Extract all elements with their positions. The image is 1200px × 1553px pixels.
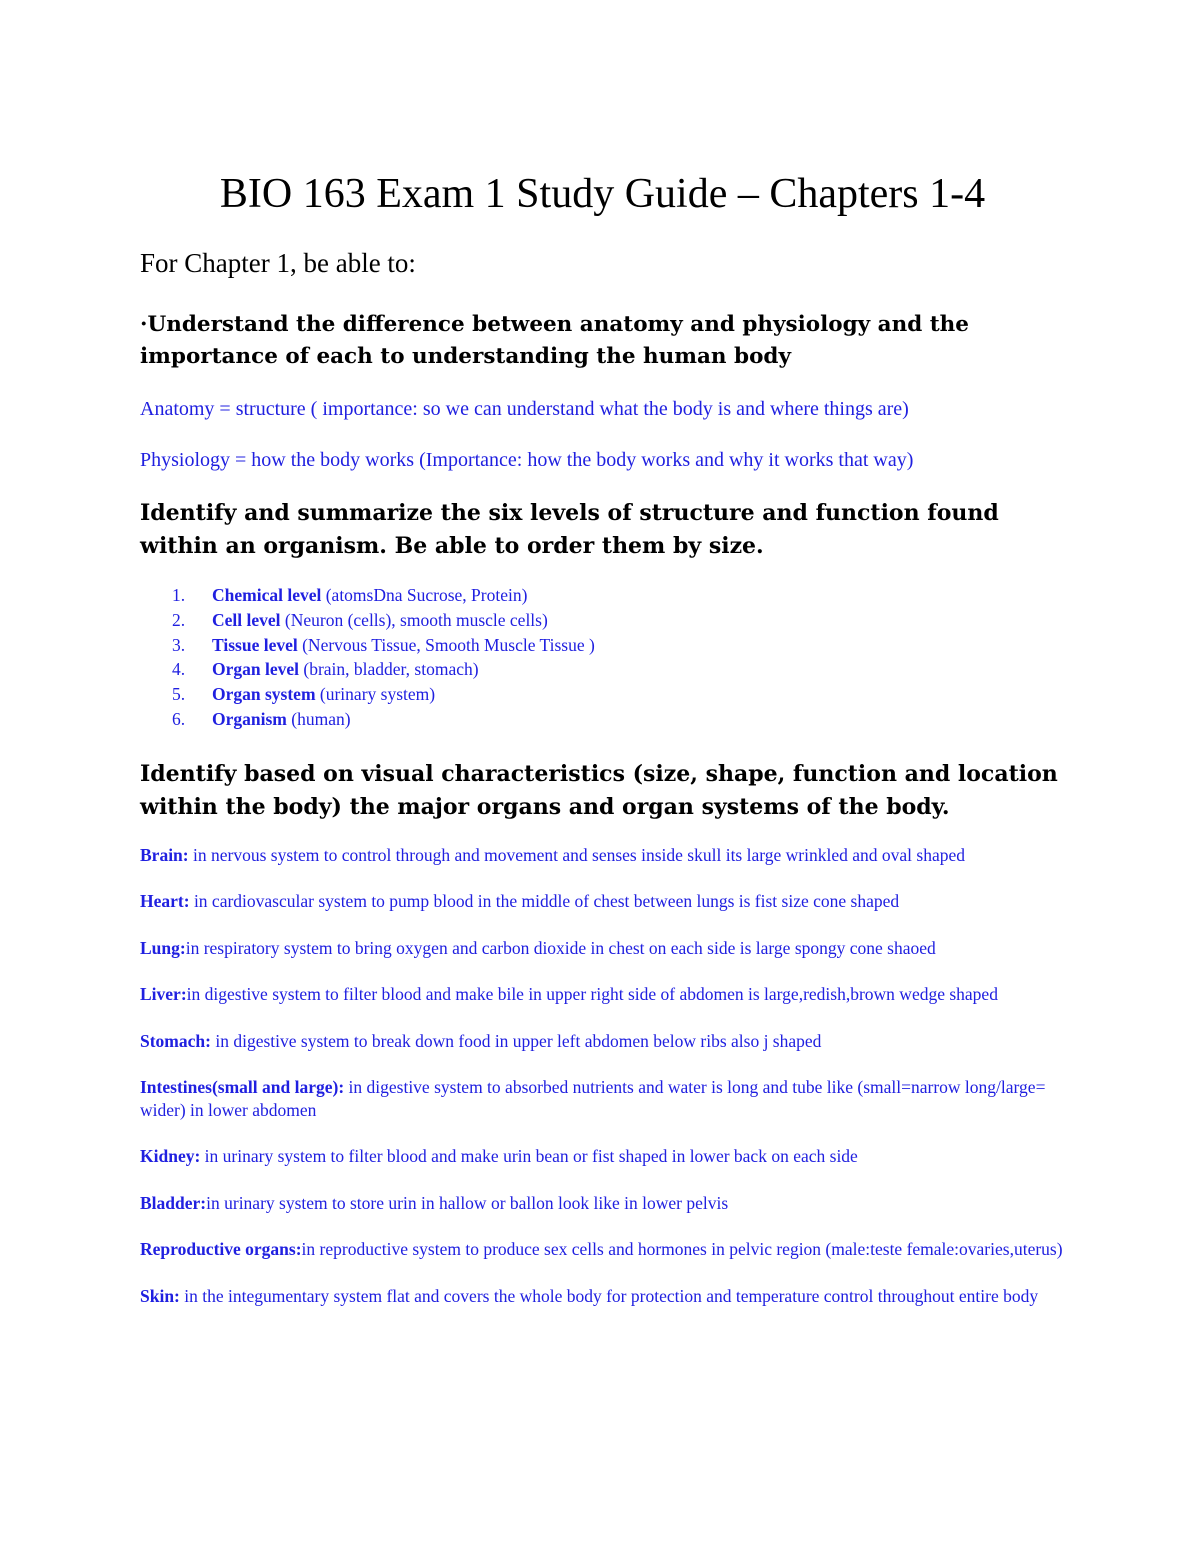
organ-entry-heart: Heart: in cardiovascular system to pump blood in the middle of chest between lungs is fist size cone shaped: [140, 891, 900, 912]
objective-organs: Identify based on visual characteristics (size, shape, function and location within the body) the major organs and organ systems of the body.: [140, 760, 1058, 820]
organ-entry-bladder: Bladder:in urinary system to store urin in hallow or ballon look like in lower pelvis: [140, 1192, 729, 1213]
list-item: 4. Organ level (brain, bladder, stomach): [172, 659, 479, 680]
objective-anatomy-physiology: ·Understand the difference between anatomy and physiology and the importance of each to understanding the human body: [140, 312, 969, 369]
levels-list: [140, 583, 1065, 732]
list-item: 3. Tissue level (Nervous Tissue, Smooth Muscle Tissue ): [172, 634, 595, 655]
objective-levels: Identify and summarize the six levels of structure and function found within an organism. Be able to order them by size.: [140, 500, 999, 559]
organ-entry-reproductive: Reproductive organs:in reproductive system to produce sex cells and hormones in pelvic region (male:teste female:ovaries,uterus): [140, 1239, 1063, 1260]
document-title: BIO 163 Exam 1 Study Guide – Chapters 1-4: [219, 171, 986, 217]
organ-entry-intestines: Intestines(small and large): in digestive system to absorbed nutrients and water is long and tube like (small=narrow long/large= wider) in lower abdomen: [140, 1077, 1046, 1120]
organ-entry-liver: Liver:in digestive system to filter blood and make bile in upper right side of abdomen is large,redish,brown wedge shaped: [140, 984, 998, 1005]
organ-entry-lung: Lung:in respiratory system to bring oxygen and carbon dioxide in chest on each side is large spongy cone shaoed: [140, 937, 936, 958]
list-item: 6. Organism (human): [172, 708, 351, 729]
organ-entry-skin: Skin: in the integumentary system flat and covers the whole body for protection and temperature control throughout entire body: [140, 1285, 1039, 1306]
list-item: 1. Chemical level (atomsDna Sucrose, Protein): [172, 585, 528, 605]
answer-physiology: Physiology = how the body works (Importance: how the body works and why it works that way): [140, 449, 914, 471]
list-item: 2. Cell level (Neuron (cells), smooth muscle cells): [172, 609, 548, 630]
answer-anatomy: Anatomy = structure ( importance: so we can understand what the body is and where things are): [140, 398, 909, 420]
document-page: [140, 170, 1065, 1331]
organ-entry-kidney: Kidney: in urinary system to filter blood and make urin bean or fist shaped in lower back on each side: [140, 1146, 858, 1167]
organ-entry-brain: Brain: in nervous system to control through and movement and senses inside skull its large wrinkled and oval shaped: [140, 844, 965, 865]
chapter-intro: For Chapter 1, be able to:: [140, 248, 416, 278]
organ-entry-stomach: Stomach: in digestive system to break down food in upper left abdomen below ribs also j shaped: [140, 1030, 822, 1051]
list-item: 5. Organ system (urinary system): [172, 684, 436, 705]
